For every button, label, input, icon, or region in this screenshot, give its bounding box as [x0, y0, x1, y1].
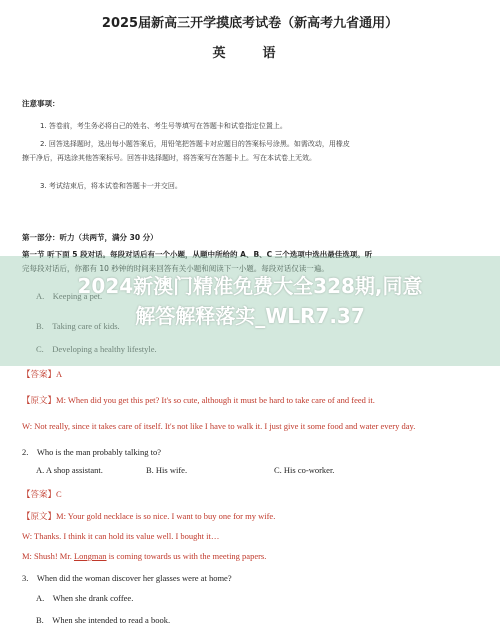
- q3-option-a: A. When she drank coffee.: [36, 593, 134, 603]
- notice-item-2-cont: 擦干净后，再选涂其他答案标号。回答非选择题时，将答案写在答题卡上。写在本试卷上无效。: [22, 154, 316, 162]
- q1-option-b: B. Taking care of kids.: [36, 321, 120, 331]
- q1-transcript-w: W: Not really, since it takes care of itself. It's not like I have to walk it. I just give it some food and water every day.: [22, 421, 416, 431]
- notice-heading: 注意事项：: [22, 99, 60, 108]
- q2-transcript-m2: [22, 550, 266, 562]
- q1-option-c: C. Developing a healthy lifestyle.: [36, 344, 157, 354]
- answer-tag: 【答案】: [22, 489, 57, 499]
- answer-value: A: [56, 369, 63, 379]
- exam-title: 2025届新高三开学摸底考试卷（新高考九省通用）: [101, 16, 399, 31]
- q3-question: 3. When did the woman discover her glasses were at home?: [22, 573, 232, 583]
- watermark-line-2: 解答解释落实_WLR7.37: [135, 304, 365, 328]
- section1-instructions-cont: 完每段对话后，你都有 10 秒钟的时间来回答有关小题和阅读下一小题。每段对话仅读一遍。: [22, 264, 329, 273]
- exam-subject: 英 语: [212, 46, 288, 61]
- transcript-m-line: M: When did you get this pet? It's so cute, although it must be hard to take care of and feed it.: [56, 395, 375, 405]
- transcript-tag: 【原文】: [22, 511, 57, 521]
- q1-answer: [22, 368, 62, 380]
- notice-item-3: 3. 考试结束后，将本试卷和答题卡一并交回。: [40, 182, 182, 190]
- transcript-m-line: M: Your gold necklace is so nice. I want to buy one for my wife.: [56, 511, 276, 521]
- notice-item-1: 1. 答卷前，考生务必将自己的姓名、考生号等填写在答题卡和试卷指定位置上。: [40, 122, 287, 130]
- transcript-tag: 【原文】: [22, 395, 57, 405]
- answer-tag: 【答案】: [22, 369, 57, 379]
- q1-transcript-m: [22, 394, 375, 406]
- notice-item-2: 2. 回答选择题时，选出每小题答案后，用铅笔把答题卡对应题目的答案标号涂黑。如需改动，用橡皮: [40, 140, 350, 148]
- answer-value: C: [56, 489, 62, 499]
- m2-prefix: M: Shush! Mr.: [22, 551, 74, 561]
- q2-option-c: C. His co-worker.: [274, 465, 335, 475]
- q2-option-b: B. His wife.: [146, 465, 188, 475]
- part1-heading: 第一部分：听力（共两节，满分 30 分）: [22, 233, 158, 242]
- speaker-name: Longman: [73, 551, 107, 561]
- watermark-line-1: 2024新澳门精准免费大全328期,同意: [77, 274, 423, 298]
- q2-answer: [22, 488, 62, 500]
- q2-transcript-m: [22, 510, 275, 522]
- q2-option-a: A. A shop assistant.: [36, 465, 103, 475]
- q1-option-a: A. Keeping a pet.: [36, 291, 103, 301]
- m2-suffix: is coming towards us with the meeting papers.: [106, 551, 267, 561]
- q2-transcript-w: W: Thanks. I think it can hold its value well. I bought it…: [22, 531, 220, 541]
- section1-instructions: 第一节 听下面 5 段对话。每段对话后有一个小题，从题中所给的 A、B、C 三个选项中选出最佳选项。听: [22, 250, 373, 259]
- q3-option-b: B. When she intended to read a book.: [36, 615, 171, 625]
- q2-question: 2. Who is the man probably talking to?: [22, 447, 162, 457]
